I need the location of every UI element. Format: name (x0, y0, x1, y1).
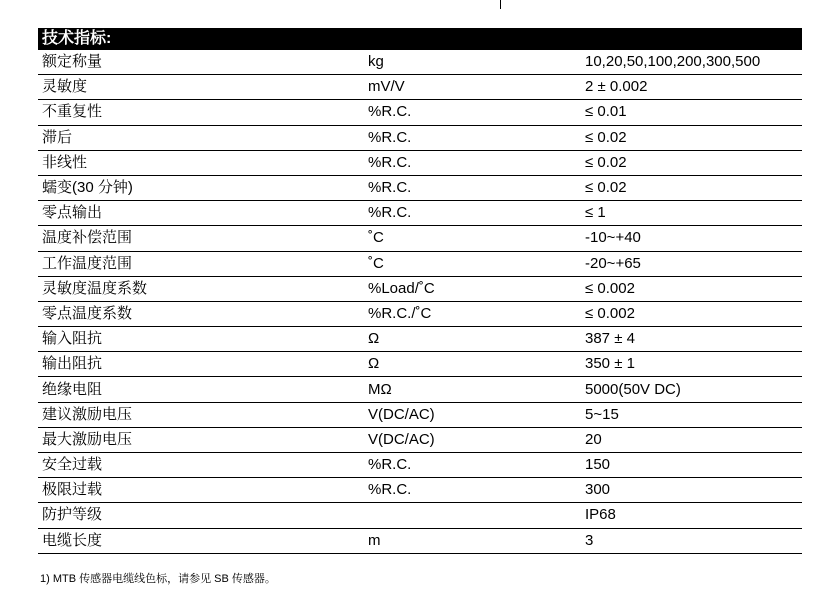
table-row (38, 125, 802, 150)
spec-unit: %R.C. (364, 150, 581, 175)
spec-value: ≤ 0.002 (581, 301, 802, 326)
table-row (38, 100, 802, 125)
spec-name: 输入阻抗 (38, 327, 364, 352)
table-row (38, 377, 802, 402)
spec-unit: V(DC/AC) (364, 427, 581, 452)
spec-unit: %R.C. (364, 175, 581, 200)
spec-value: 5000(50V DC) (581, 377, 802, 402)
spec-unit: MΩ (364, 377, 581, 402)
table-row (38, 75, 802, 100)
spec-name: 绝缘电阻 (38, 377, 364, 402)
spec-unit: mV/V (364, 75, 581, 100)
spec-value: 10,20,50,100,200,300,500 (581, 50, 802, 75)
spec-unit: %R.C. (364, 125, 581, 150)
table-row (38, 503, 802, 528)
spec-name: 零点输出 (38, 201, 364, 226)
spec-unit: %Load/˚C (364, 276, 581, 301)
top-divider-tick (500, 0, 501, 9)
spec-name: 电缆长度 (38, 528, 364, 553)
table-row (38, 50, 802, 75)
spec-name: 最大激励电压 (38, 427, 364, 452)
table-row (38, 276, 802, 301)
spec-unit: ˚C (364, 226, 581, 251)
spec-value: 387 ± 4 (581, 327, 802, 352)
spec-unit: kg (364, 50, 581, 75)
spec-table (38, 50, 802, 554)
table-row (38, 528, 802, 553)
spec-value: ≤ 0.02 (581, 150, 802, 175)
spec-name: 灵敏度温度系数 (38, 276, 364, 301)
table-row (38, 427, 802, 452)
spec-name: 极限过载 (38, 478, 364, 503)
spec-unit: V(DC/AC) (364, 402, 581, 427)
spec-value: -10~+40 (581, 226, 802, 251)
table-row (38, 352, 802, 377)
spec-value: ≤ 0.02 (581, 175, 802, 200)
spec-value: ≤ 0.01 (581, 100, 802, 125)
table-row (38, 453, 802, 478)
spec-value: 20 (581, 427, 802, 452)
table-row (38, 175, 802, 200)
spec-value: ≤ 0.002 (581, 276, 802, 301)
table-row (38, 301, 802, 326)
spec-name: 安全过载 (38, 453, 364, 478)
table-row (38, 201, 802, 226)
spec-value: -20~+65 (581, 251, 802, 276)
spec-value: 300 (581, 478, 802, 503)
table-row (38, 402, 802, 427)
spec-value: ≤ 1 (581, 201, 802, 226)
spec-value: 3 (581, 528, 802, 553)
spec-name: 非线性 (38, 150, 364, 175)
spec-unit (364, 503, 581, 528)
spec-unit: %R.C./˚C (364, 301, 581, 326)
spec-unit: %R.C. (364, 453, 581, 478)
table-row (38, 251, 802, 276)
spec-value: 2 ± 0.002 (581, 75, 802, 100)
spec-name: 零点温度系数 (38, 301, 364, 326)
spec-name: 输出阻抗 (38, 352, 364, 377)
footnote: 1) MTB 传感器电缆线色标，请参见 SB 传感器。 (40, 573, 276, 585)
spec-name: 不重复性 (38, 100, 364, 125)
spec-value: 5~15 (581, 402, 802, 427)
table-row (38, 327, 802, 352)
spec-unit: %R.C. (364, 201, 581, 226)
spec-unit: Ω (364, 352, 581, 377)
spec-name: 灵敏度 (38, 75, 364, 100)
table-row (38, 478, 802, 503)
spec-unit: ˚C (364, 251, 581, 276)
section-title: 技术指标: (38, 28, 802, 50)
spec-value: ≤ 0.02 (581, 125, 802, 150)
spec-name: 蠕变(30 分钟) (38, 175, 364, 200)
spec-name: 工作温度范围 (38, 251, 364, 276)
spec-unit: m (364, 528, 581, 553)
spec-name: 建议激励电压 (38, 402, 364, 427)
spec-name: 防护等级 (38, 503, 364, 528)
spec-name: 温度补偿范围 (38, 226, 364, 251)
spec-unit: %R.C. (364, 478, 581, 503)
spec-section (38, 28, 802, 554)
spec-unit: Ω (364, 327, 581, 352)
spec-value: 350 ± 1 (581, 352, 802, 377)
spec-name: 滞后 (38, 125, 364, 150)
table-row (38, 150, 802, 175)
spec-value: 150 (581, 453, 802, 478)
table-row (38, 226, 802, 251)
spec-value: IP68 (581, 503, 802, 528)
spec-name: 额定称量 (38, 50, 364, 75)
spec-unit: %R.C. (364, 100, 581, 125)
